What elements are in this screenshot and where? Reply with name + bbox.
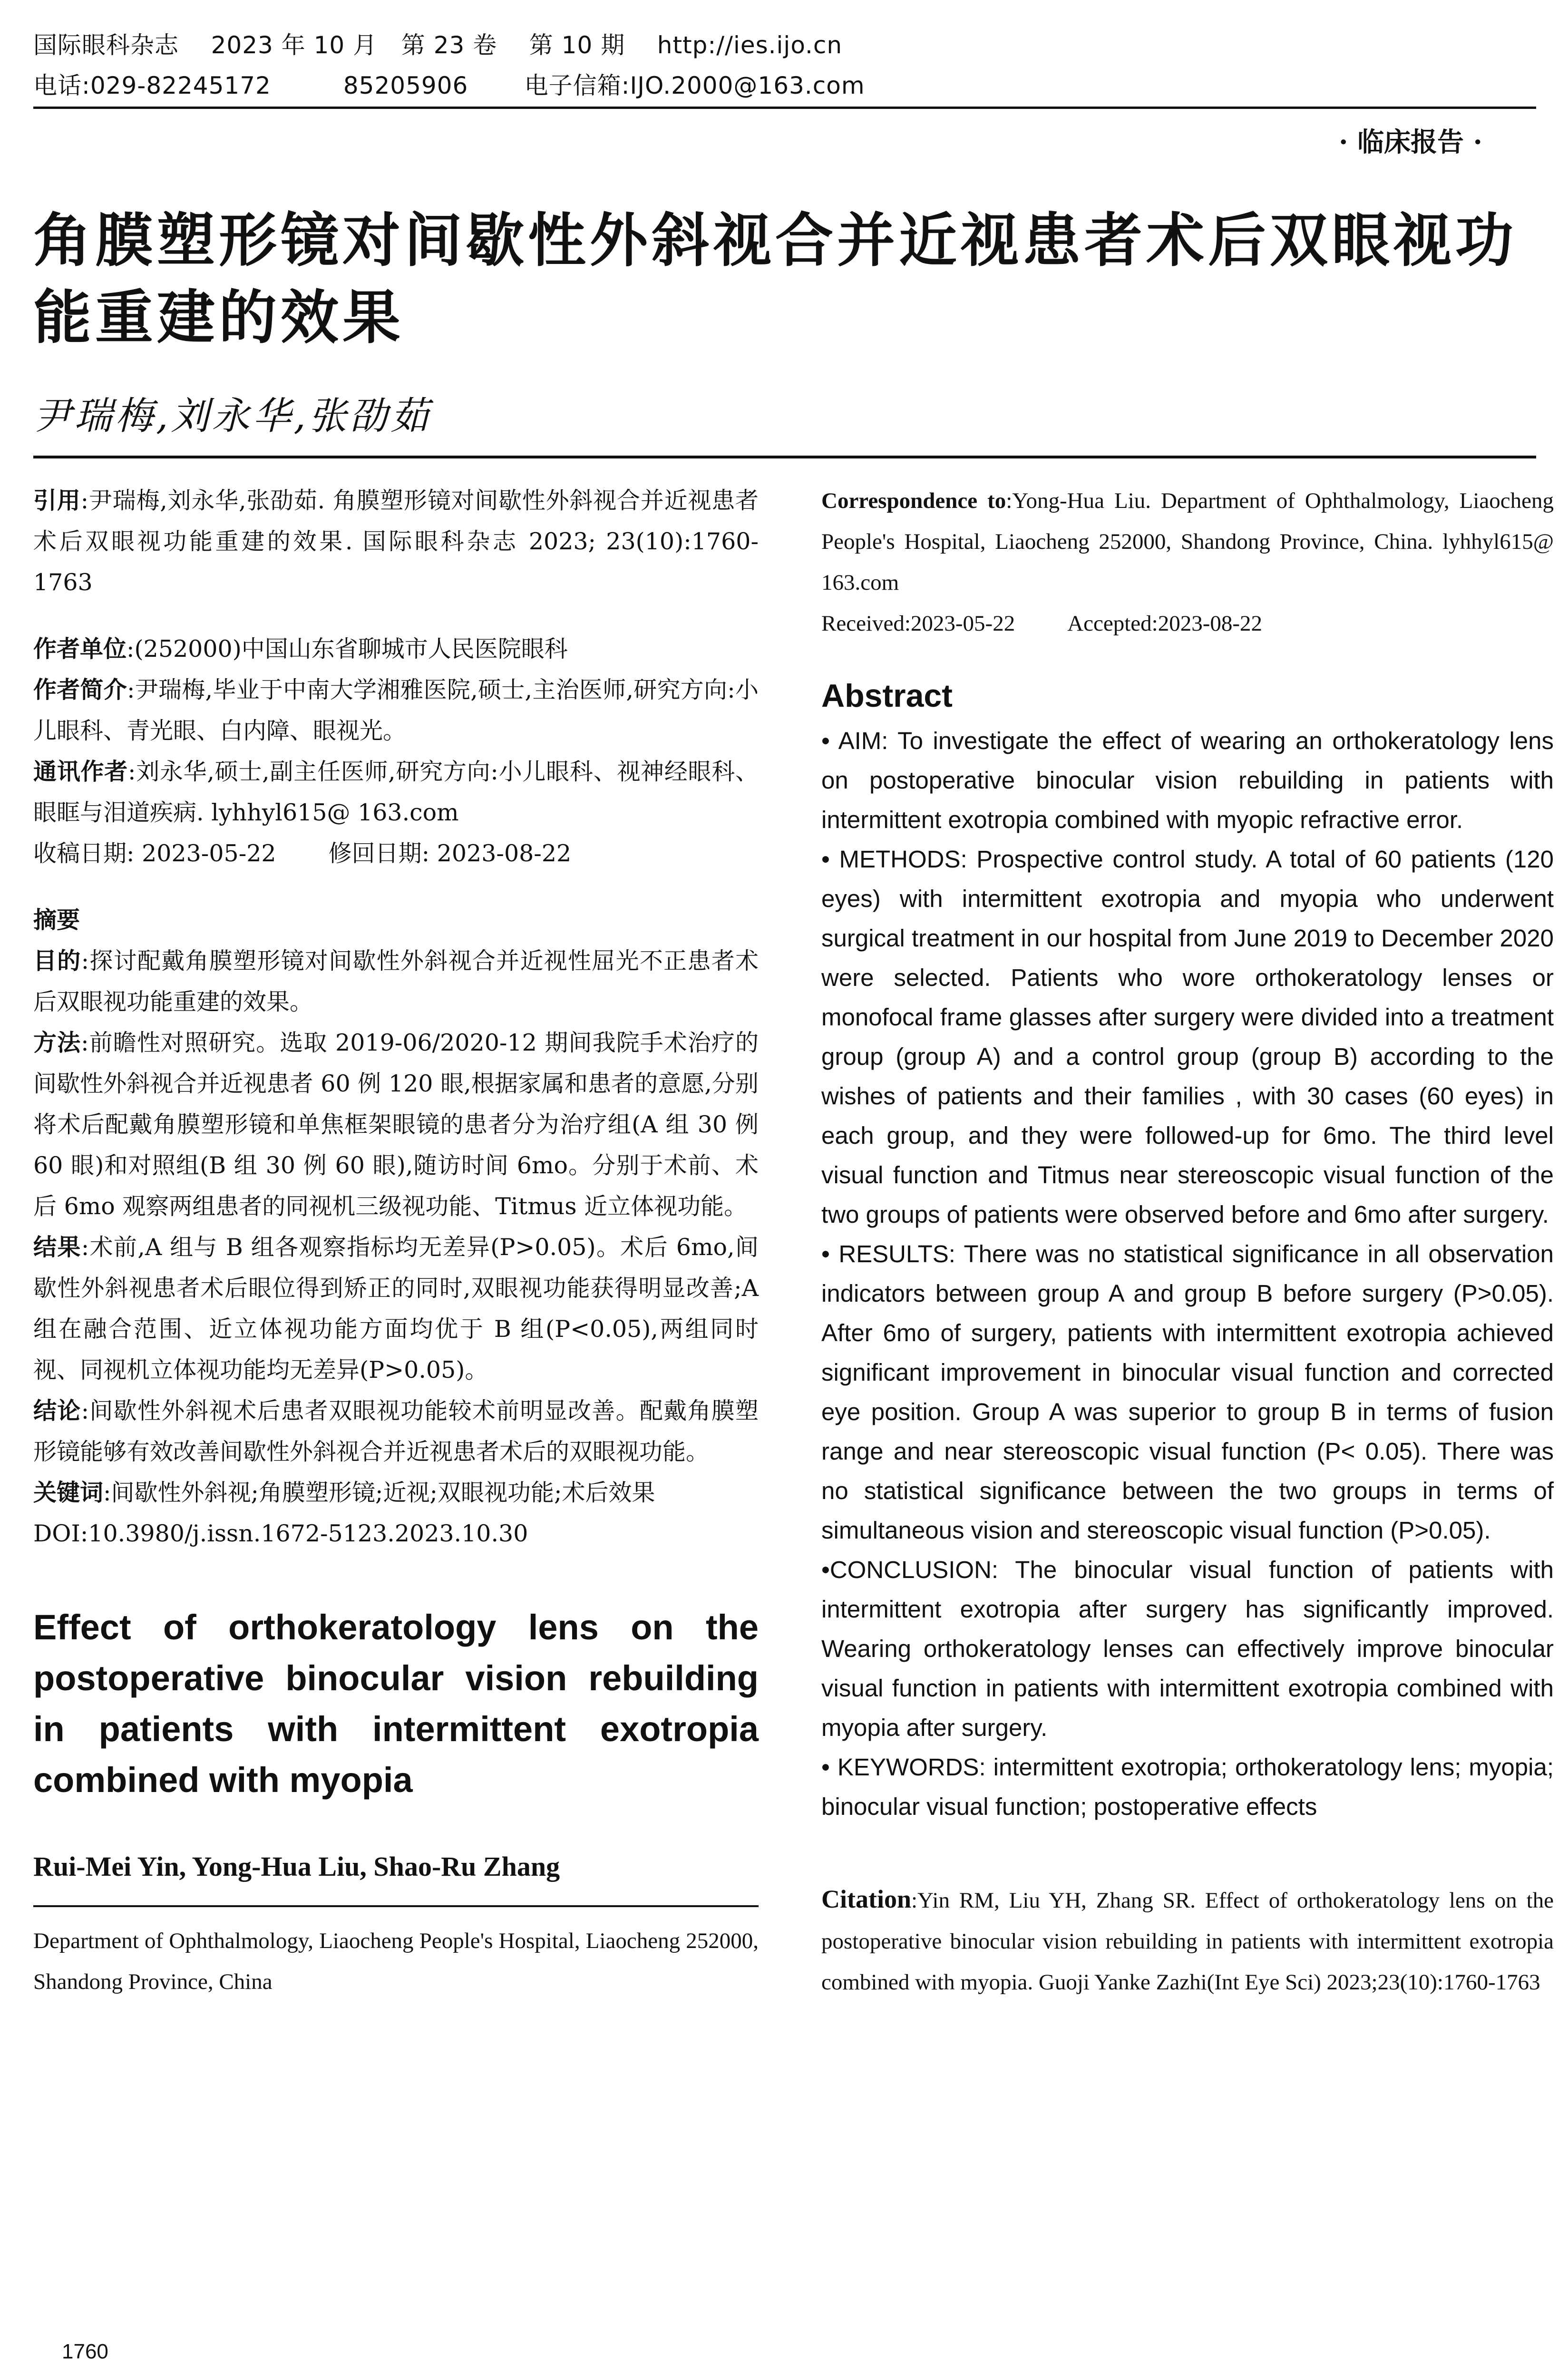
- doi: DOI:10.3980/j.issn.1672-5123.2023.10.30: [33, 1520, 528, 1547]
- journal-header-line1: 国际眼科杂志 2023 年 10 月 第 23 卷 第 10 期 http://ies.ijo.cn: [33, 31, 843, 59]
- abstract-methods-cn: [33, 1023, 759, 1227]
- citation-en: [821, 1879, 1554, 2003]
- aim-text-cn: :探讨配戴角膜塑形镜对间歇性外斜视合并近视性屈光不正患者术后双眼视功能重建的效果。: [33, 947, 759, 1015]
- bio-label: 作者简介: [33, 676, 127, 703]
- methods-text-cn: :前瞻性对照研究。选取 2019-06/2020-12 期间我院手术治疗的间歇性外斜视合并近视患者 60 例 120 眼,根据家属和患者的意愿,分别将术后配戴角膜塑形镜和单焦框架眼镜的患者分为治疗组(A 组 30 例 60 眼)和对照组(B 组 30 例 60 眼),随访时间 6mo。分别于术前、术后 6mo 观察两组患者的同视机三级视功能、Titmus 近立体视功能。: [33, 1029, 759, 1220]
- affiliation-en: Department of Ophthalmology, Liaocheng People's Hospital, Liaocheng 252000, Shandong Province, China: [33, 1929, 759, 1994]
- abstract-conclusion-en: •CONCLUSION: The binocular visual function of patients with intermittent exotropia after surgery has significantly improved. Wearing orthokeratology lenses can effectively improve binocular visual function in patients with intermittent exotropia combined with myopia after surgery.: [821, 1556, 1554, 1741]
- dates-en: [821, 603, 1554, 644]
- unit-label: 作者单位: [33, 635, 127, 662]
- abstract-aim-en: • AIM: To investigate the effect of wearing an orthokeratology lens on postoperative binocular vision rebuilding in patients with intermittent exotropia combined with myopic refractive error.: [821, 727, 1554, 833]
- received-date-cn: 收稿日期: 2023-05-22: [33, 840, 276, 867]
- keywords-en: • KEYWORDS: intermittent exotropia; orthokeratology lens; myopia; binocular visual function; postoperative effects: [821, 1754, 1554, 1820]
- article-title-en: Effect of orthokeratology lens on the postoperative binocular vision rebuilding in patients with intermittent exotropia combined with myopia: [33, 1607, 759, 1800]
- citation-cn: [33, 480, 759, 603]
- corr-label-cn: 通讯作者: [33, 758, 128, 785]
- header-rule: [33, 107, 1536, 109]
- unit-text: :(252000)中国山东省聊城市人民医院眼科: [127, 635, 568, 662]
- authors-en: Rui-Mei Yin, Yong-Hua Liu, Shao-Ru Zhang: [33, 1851, 560, 1882]
- abstract-heading-cn: 摘要: [33, 906, 80, 934]
- abstract-methods-en: • METHODS: Prospective control study. A total of 60 patients (120 eyes) with intermittent exotropia and myopia who underwent surgical treatment in our hospital from June 2019 to December 2020 were selected. Patients who wore orthokeratology lenses or monofocal frame glasses after surgery were divided into a treatment group (group A) and a control group (group B) according to the wishes of patients and their families , with 30 cases (60 eyes) in each group, and they were followed-up for 6mo. The third level visual function and Titmus near stereoscopic visual function of the two groups of patients were observed before and 6mo after surgery.: [821, 846, 1554, 1228]
- revised-date-cn: 修回日期: 2023-08-22: [328, 840, 572, 867]
- left-column: [33, 480, 759, 2002]
- abstract-results-cn: [33, 1227, 759, 1391]
- abstract-aim-cn: [33, 941, 759, 1023]
- methods-label-cn: 方法: [33, 1029, 81, 1056]
- abstract-results-en: • RESULTS: There was no statistical significance in all observation indicators between group A and group B before surgery (P>0.05). After 6mo of surgery, patients with intermittent exotropia achieved significant improvement in binocular visual function and corrected eye position. Group A was superior to group B in terms of fusion range and near stereoscopic visual function (P< 0.05). There was no statistical significance between the two groups in terms of simultaneous vision and stereoscopic visual function (P>0.05).: [821, 1240, 1554, 1544]
- authors-cn: 尹瑞梅,刘永华,张劭茹: [33, 394, 431, 438]
- citation-text-en: :Yin RM, Liu YH, Zhang SR. Effect of orthokeratology lens on the postoperative binocular vision rebuilding in patients with intermittent exotropia combined with myopia. Guoji Yanke Zazhi(Int Eye Sci) 2023;23(10):1760-1763: [821, 1888, 1554, 1995]
- corresponding-author-cn: [33, 751, 759, 833]
- page-number: 1760: [62, 2340, 108, 2363]
- conclusion-text-cn: :间歇性外斜视术后患者双眼视功能较术前明显改善。配戴角膜塑形镜能够有效改善间歇性外斜视合并近视患者术后的双眼视功能。: [33, 1397, 759, 1465]
- citation-label: 引用: [33, 487, 81, 514]
- section-tag: · 临床报告 ·: [1339, 127, 1482, 158]
- dates-cn: [33, 833, 759, 874]
- received-date-en: Received:2023-05-22: [821, 611, 1015, 636]
- keywords-label-cn: 关键词: [33, 1479, 104, 1506]
- keywords-text-cn: :间歇性外斜视;角膜塑形镜;近视;双眼视功能;术后效果: [103, 1479, 655, 1506]
- author-bio: [33, 670, 759, 751]
- right-column: [821, 480, 1554, 2003]
- accepted-date-en: Accepted:2023-08-22: [1067, 611, 1263, 636]
- citation-text: :尹瑞梅,刘永华,张劭茹. 角膜塑形镜对间歇性外斜视合并近视患者术后双眼视功能重建的效果. 国际眼科杂志 2023; 23(10):1760-1763: [33, 487, 759, 596]
- abstract-heading-en: Abstract: [821, 678, 953, 714]
- author-unit: [33, 629, 759, 670]
- bio-text: :尹瑞梅,毕业于中南大学湘雅医院,硕士,主治医师,研究方向:小儿眼科、青光眼、白内障、眼视光。: [33, 676, 759, 744]
- journal-header-line2: 电话:029-82245172 85205906 电子信箱:IJO.2000@163.com: [33, 72, 865, 99]
- abstract-conclusion-cn: [33, 1391, 759, 1472]
- conclusion-label-cn: 结论: [33, 1397, 81, 1424]
- aim-label-cn: 目的: [33, 947, 81, 974]
- corr-label-en: Correspondence to: [821, 488, 1006, 513]
- correspondence-en: [821, 480, 1554, 603]
- corr-text-en: :Yong-Hua Liu. Department of Ophthalmology, Liaocheng People's Hospital, Liaocheng 252000, Shandong Province, China. lyhhyl615@ 163.com: [821, 488, 1554, 595]
- results-label-cn: 结果: [33, 1234, 81, 1261]
- keywords-cn: [33, 1472, 759, 1513]
- citation-label-en: Citation: [821, 1885, 911, 1913]
- corr-text-cn: :刘永华,硕士,副主任医师,研究方向:小儿眼科、视神经眼科、眼眶与泪道疾病. lyhhyl615@ 163.com: [33, 758, 759, 826]
- results-text-cn: :术前,A 组与 B 组各观察指标均无差异(P>0.05)。术后 6mo,间歇性外斜视患者术后眼位得到矫正的同时,双眼视功能获得明显改善;A 组在融合范围、近立体视功能方面均优于 B 组(P<0.05),两组同时视、同视机立体视功能均无差异(P>0.05)。: [33, 1234, 759, 1383]
- article-title-cn: 角膜塑形镜对间歇性外斜视合并近视患者术后双眼视功能重建的效果: [33, 207, 1517, 351]
- title-rule: [33, 456, 1536, 458]
